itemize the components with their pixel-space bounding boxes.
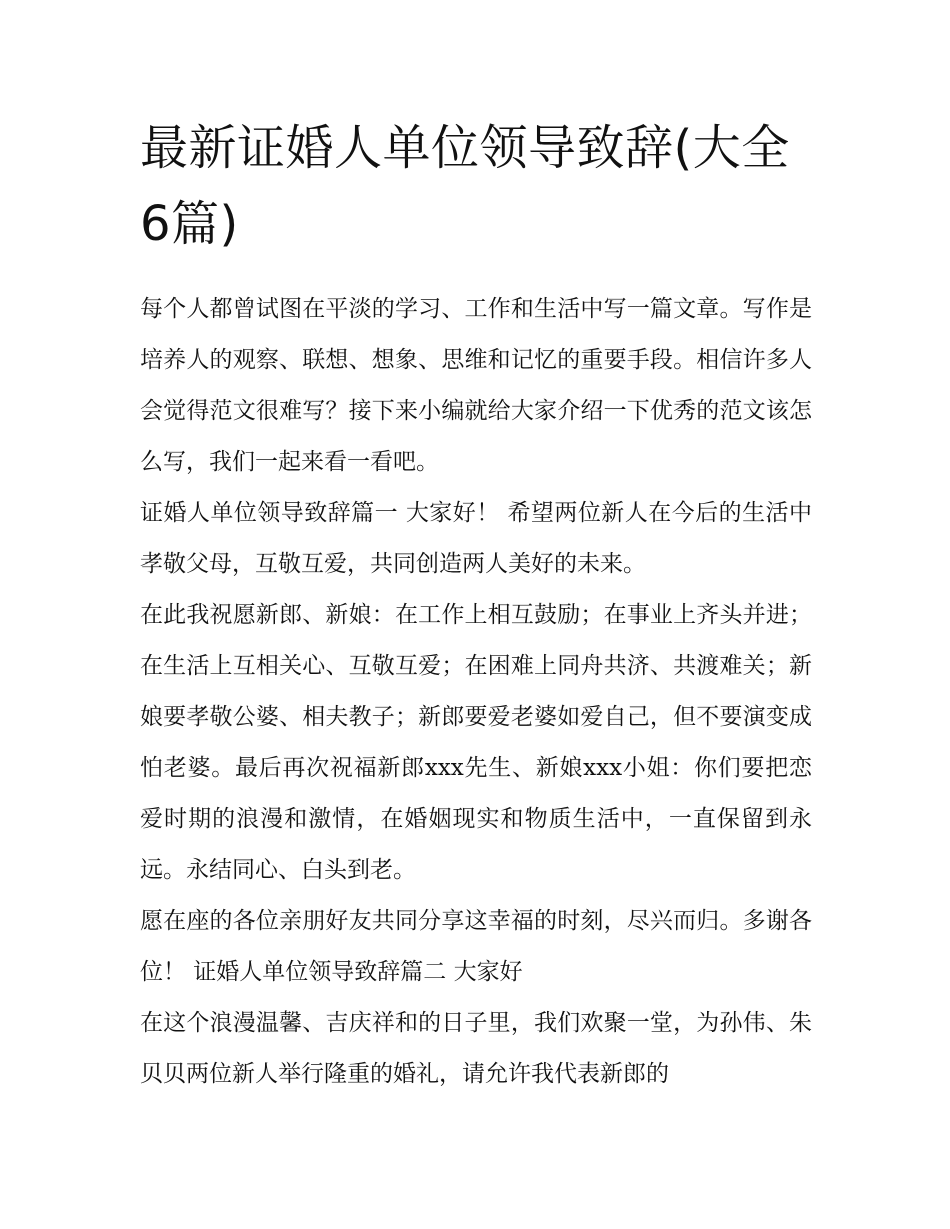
document-title: 最新证婚人单位领导致辞(大全6篇) — [140, 120, 790, 252]
paragraph-2: 在此我祝愿新郎、新娘：在工作上相互鼓励；在事业上齐头并进；在生活上互相关心、互敬互爱；在困难上同舟共济、共渡难关；新娘要孝敬公婆、相夫教子；新郎要爱老婆如爱自己，但不要演变成怕老婆。最后再次祝福新郎xxx先生、新娘xxx小姐：你们要把恋爱时期的浪漫和激情，在婚姻现实和物质生活中，一直保留到永远。永结同心、白头到老。 — [140, 602, 812, 883]
document-page — [140, 110, 812, 1100]
paragraph-intro: 每个人都曾试图在平淡的学习、工作和生活中写一篇文章。写作是培养人的观察、联想、想象、思维和记忆的重要手段。相信许多人会觉得范文很难写？接下来小编就给大家介绍一下优秀的范文该怎么写，我们一起来看一看吧。 — [140, 296, 812, 475]
paragraph-1: 证婚人单位领导致辞篇一 大家好！ 希望两位新人在今后的生活中孝敬父母，互敬互爱，共同创造两人美好的未来。 — [140, 500, 812, 577]
paragraph-4: 在这个浪漫温馨、吉庆祥和的日子里，我们欢聚一堂，为孙伟、朱贝贝两位新人举行隆重的婚礼，请允许我代表新郎的 — [140, 1010, 812, 1087]
paragraph-3: 愿在座的各位亲朋好友共同分享这幸福的时刻，尽兴而归。多谢各位！ 证婚人单位领导致辞篇二 大家好 — [140, 908, 812, 985]
